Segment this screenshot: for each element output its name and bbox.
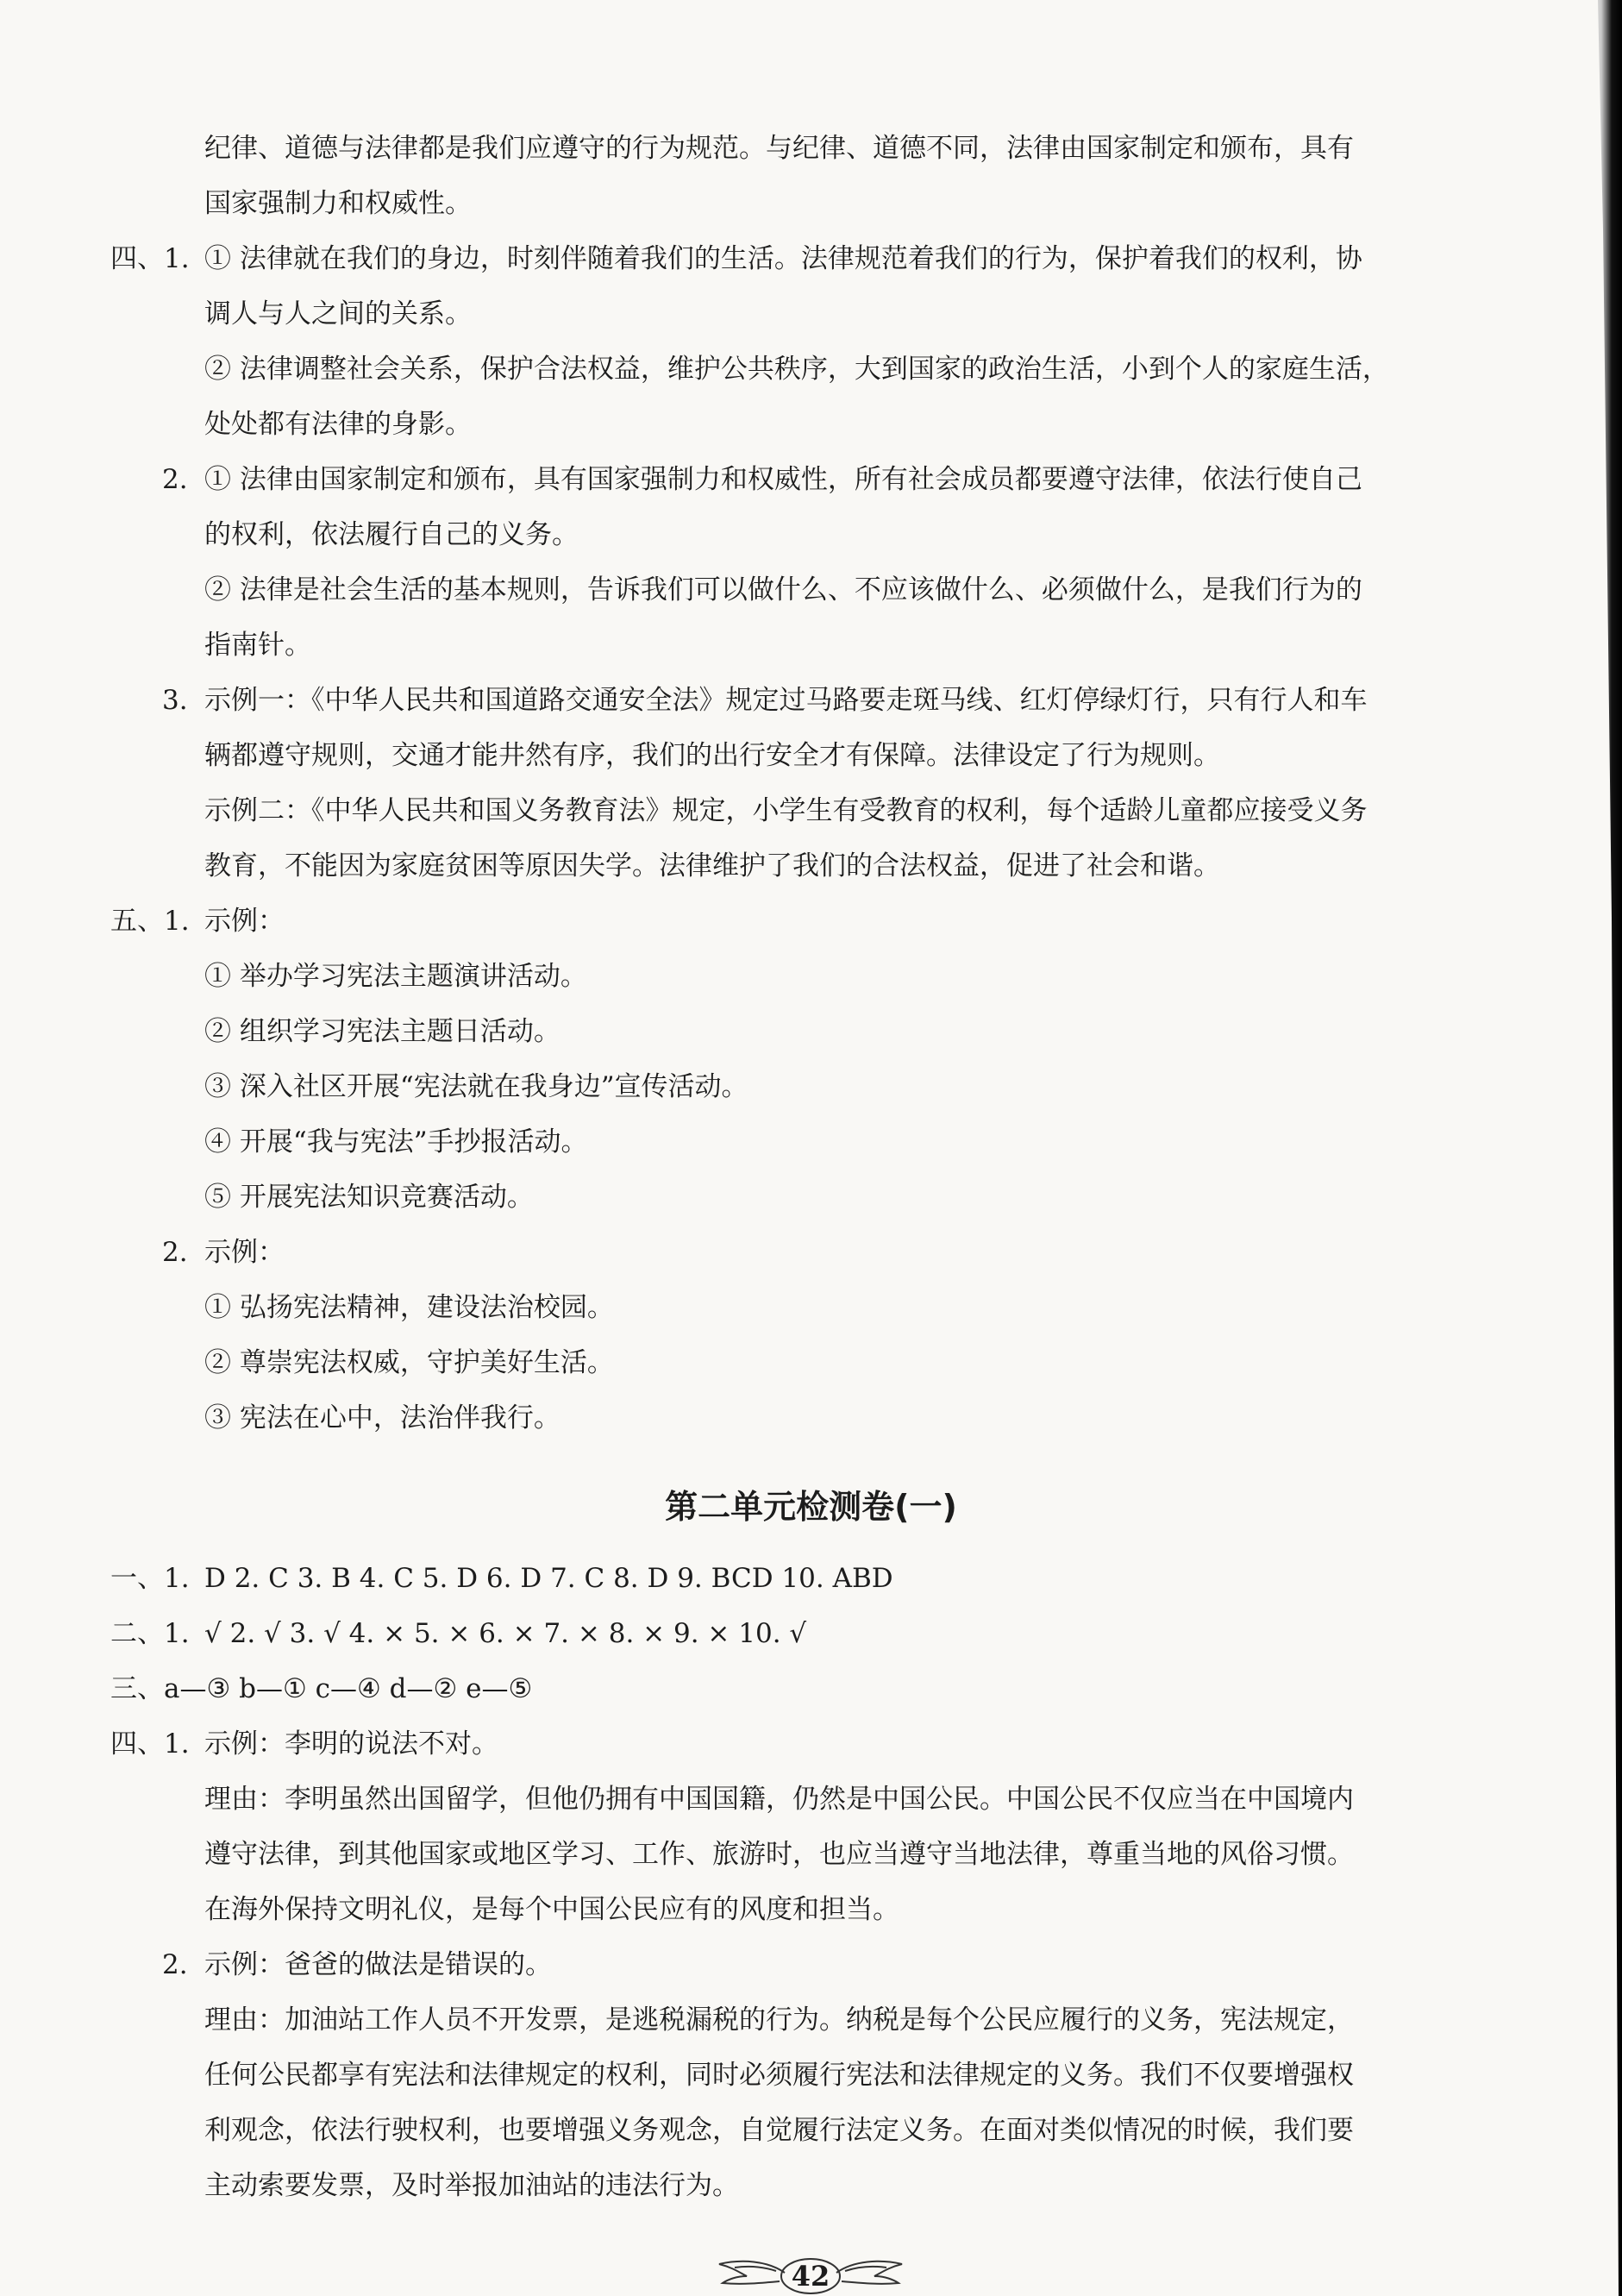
section-title: 第二单元检测卷(一) xyxy=(665,1488,957,1526)
page-number: 42 xyxy=(791,2260,830,2293)
page-edge-shadow xyxy=(1588,0,1622,2296)
page-number-badge xyxy=(716,2255,905,2295)
